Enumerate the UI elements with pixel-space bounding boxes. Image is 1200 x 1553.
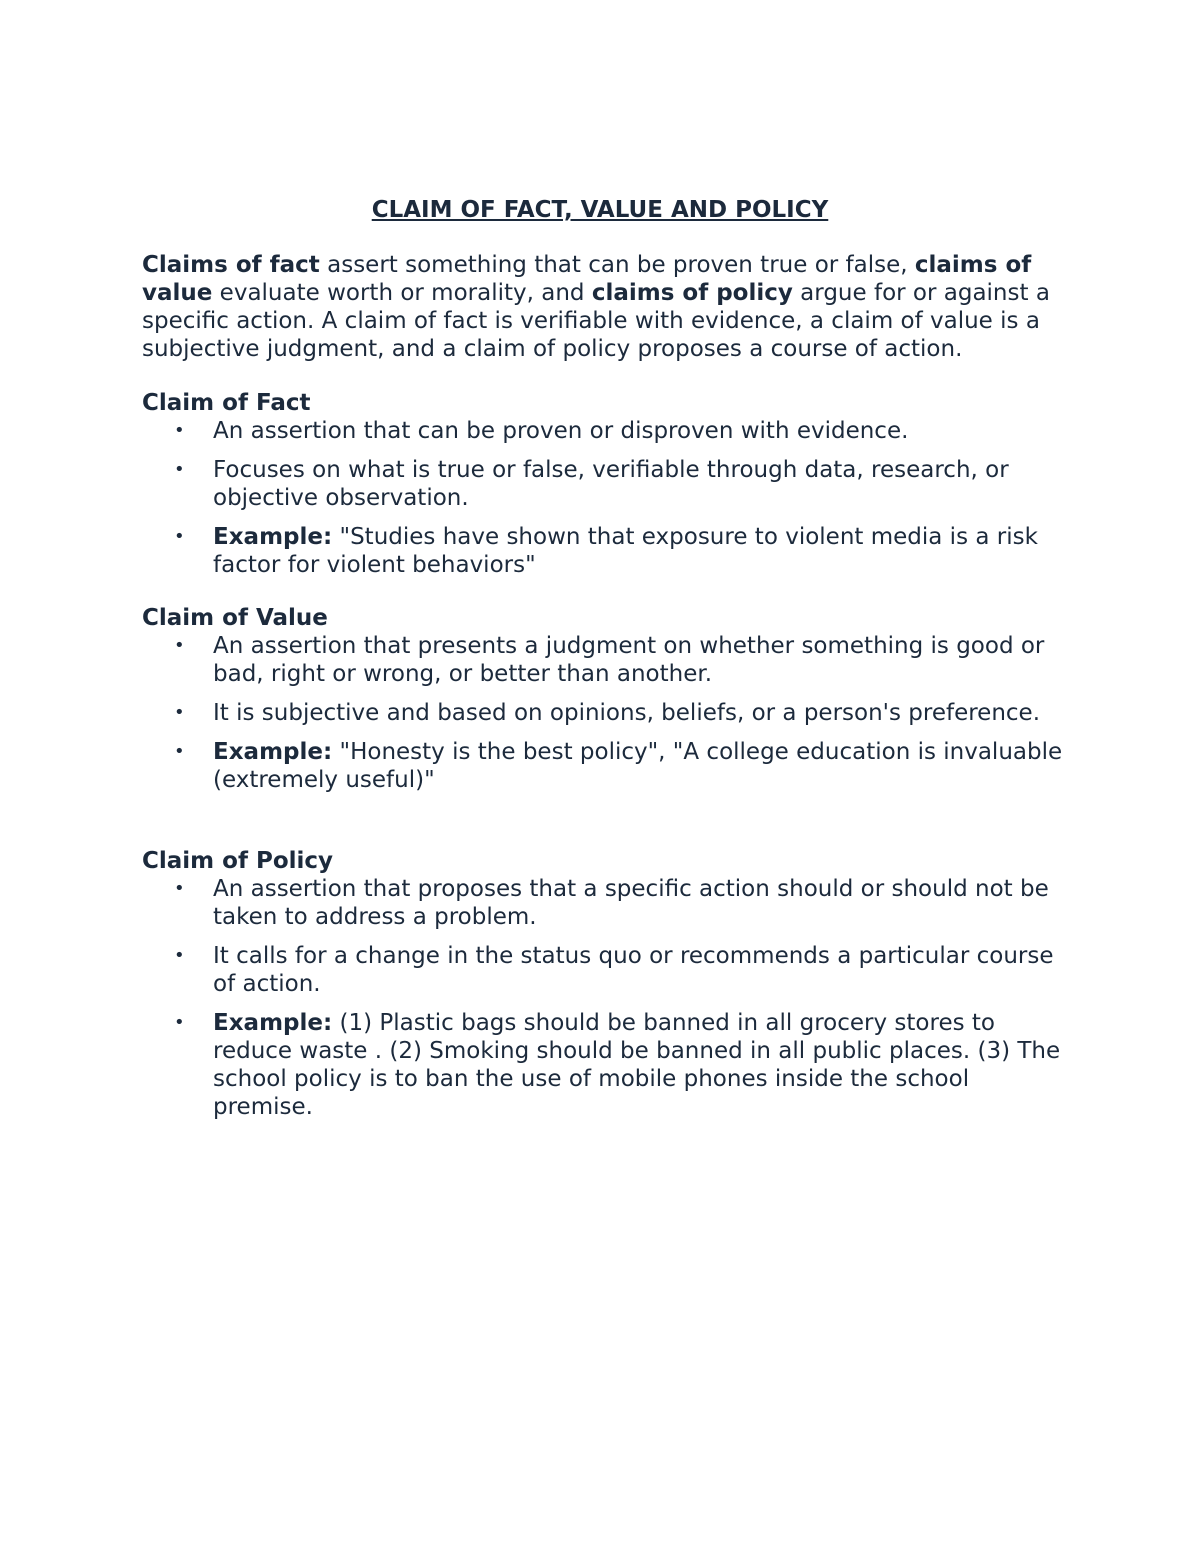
- bullet-list: [142, 632, 1072, 794]
- example-label: Example:: [213, 524, 333, 550]
- section-heading: Claim of Policy: [142, 848, 334, 874]
- list-item-example: [142, 523, 1072, 579]
- bullet-icon: •: [174, 526, 185, 547]
- list-item-text: Focuses on what is true or false, verifiable through data, research, or objective observation.: [213, 457, 1009, 511]
- intro-paragraph: [142, 251, 1062, 363]
- bullet-list: [142, 875, 1072, 1121]
- list-item: [142, 942, 1072, 998]
- list-item: [142, 632, 1072, 688]
- example-text: "Honesty is the best policy", "A college education is invaluable (extremely useful)": [213, 739, 1063, 793]
- intro-term-value: claims of value: [142, 252, 1032, 306]
- intro-text-1: assert something that can be proven true or false,: [319, 252, 915, 278]
- bullet-icon: •: [174, 702, 185, 723]
- bullet-list: [142, 417, 1072, 579]
- section-claim-of-fact: [142, 389, 1072, 579]
- intro-text-3: argue for or against a specific action. A claim of fact is verifiable with evidence, a claim of value is a subjective judgment, and a claim of policy proposes a course of action.: [142, 280, 1050, 362]
- list-item-text: An assertion that can be proven or disproven with evidence.: [213, 418, 909, 444]
- section-claim-of-policy: [142, 847, 1072, 1121]
- list-item-example: [142, 738, 1072, 794]
- bullet-icon: •: [174, 741, 185, 762]
- list-item: [142, 456, 1072, 512]
- bullet-icon: •: [174, 459, 185, 480]
- list-item: [142, 875, 1072, 931]
- document-title: CLAIM OF FACT, VALUE AND POLICY: [371, 197, 829, 223]
- list-item-text: An assertion that proposes that a specific action should or should not be taken to address a problem.: [213, 876, 1049, 930]
- example-text: "Studies have shown that exposure to violent media is a risk factor for violent behaviors": [213, 524, 1038, 578]
- example-text: (1) Plastic bags should be banned in all grocery stores to reduce waste . (2) Smoking should be banned in all public places. (3) The school policy is to ban the use of mobile phones inside the school premise.: [213, 1010, 1061, 1120]
- intro-term-policy: claims of policy: [591, 280, 793, 306]
- section-claim-of-value: [142, 604, 1072, 794]
- example-label: Example:: [213, 739, 333, 765]
- list-item: [142, 417, 1072, 445]
- intro-text-2: evaluate worth or morality, and: [212, 280, 592, 306]
- bullet-icon: •: [174, 635, 185, 656]
- intro-term-fact: Claims of fact: [142, 252, 320, 278]
- bullet-icon: •: [174, 945, 185, 966]
- list-item: [142, 699, 1072, 727]
- bullet-icon: •: [174, 878, 185, 899]
- example-label: Example:: [213, 1010, 333, 1036]
- bullet-icon: •: [174, 1012, 185, 1033]
- list-item-example: [142, 1009, 1072, 1121]
- list-item-text: An assertion that presents a judgment on whether something is good or bad, right or wrong, or better than another.: [213, 633, 1045, 687]
- section-heading: Claim of Fact: [142, 390, 311, 416]
- bullet-icon: •: [174, 420, 185, 441]
- list-item-text: It is subjective and based on opinions, beliefs, or a person's preference.: [213, 700, 1041, 726]
- section-heading: Claim of Value: [142, 605, 328, 631]
- list-item-text: It calls for a change in the status quo or recommends a particular course of action.: [213, 943, 1054, 997]
